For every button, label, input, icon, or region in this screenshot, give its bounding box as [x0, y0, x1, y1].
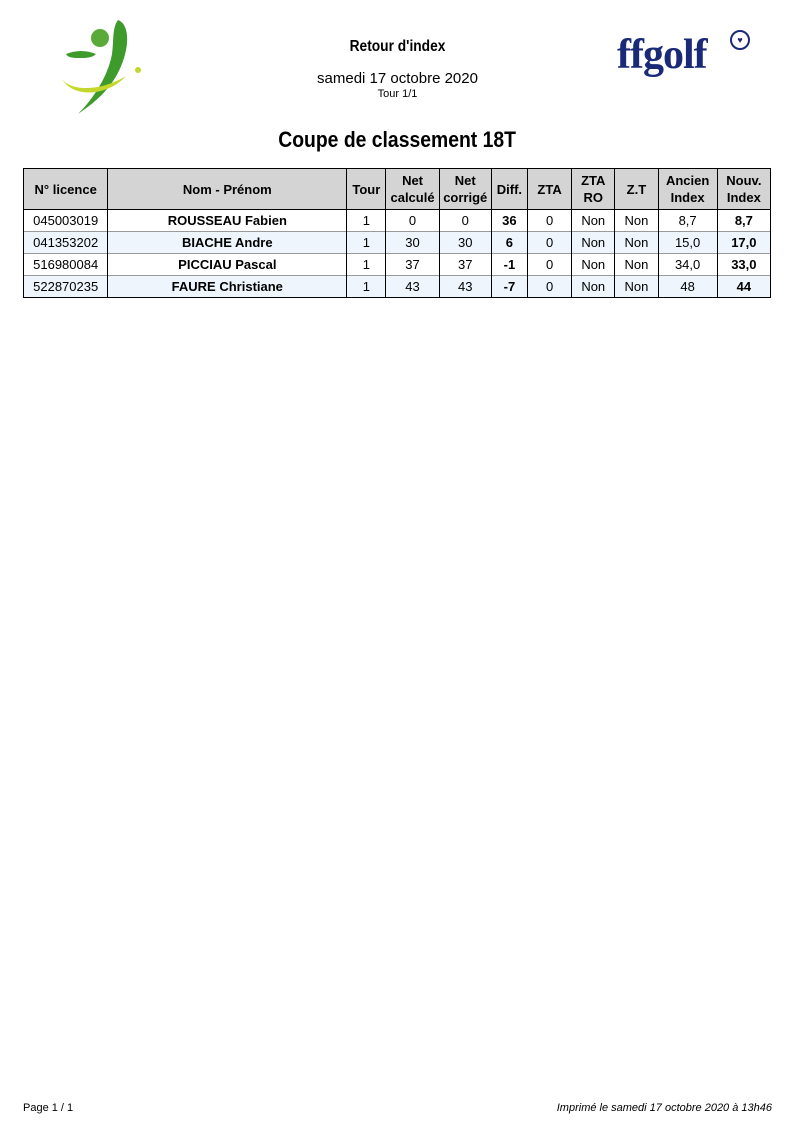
nouv-index-cell: 8,7 [717, 210, 770, 232]
zta-cell: 0 [527, 210, 571, 232]
zta-cell: 0 [527, 232, 571, 254]
zta-ro-cell: Non [572, 210, 615, 232]
table-row [24, 232, 771, 254]
ancien-index-cell: 34,0 [658, 254, 717, 276]
competition-name: Coupe de classement 18T [278, 127, 517, 152]
player-name-cell: ROUSSEAU Fabien [108, 210, 347, 232]
table-row [24, 210, 771, 232]
col-ancien-index: Ancien Index [658, 169, 717, 210]
col-net-corrige: Net corrigé [439, 169, 491, 210]
heart-icon: ♥ [730, 30, 750, 50]
col-diff: Diff. [491, 169, 527, 210]
zta-ro-cell: Non [572, 232, 615, 254]
ancien-index-cell: 15,0 [658, 232, 717, 254]
net-corrige-cell: 37 [439, 254, 491, 276]
ancien-index-cell: 48 [658, 276, 717, 298]
nouv-index-cell: 44 [717, 276, 770, 298]
page-number: Page 1 / 1 [23, 1102, 74, 1114]
diff-cell: -7 [491, 276, 527, 298]
net-calcule-cell: 30 [386, 232, 439, 254]
print-timestamp: Imprimé le samedi 17 octobre 2020 à 13h46 [556, 1102, 772, 1114]
player-name-cell: FAURE Christiane [108, 276, 347, 298]
net-calcule-cell: 37 [386, 254, 439, 276]
player-name-cell: BIACHE Andre [108, 232, 347, 254]
tour-cell: 1 [347, 276, 386, 298]
col-nouv-index: Nouv. Index [717, 169, 770, 210]
competition-title [0, 127, 795, 153]
licence-cell: 522870235 [24, 276, 108, 298]
licence-cell: 516980084 [24, 254, 108, 276]
report-round: Tour 1/1 [377, 88, 418, 100]
golfer-logo-icon [56, 14, 146, 116]
table-row [24, 276, 771, 298]
nouv-index-cell: 33,0 [717, 254, 770, 276]
table-row [24, 254, 771, 276]
report-title: Retour d'index [349, 38, 446, 55]
zt-cell: Non [615, 232, 658, 254]
diff-cell: -1 [491, 254, 527, 276]
licence-cell: 041353202 [24, 232, 108, 254]
col-zta-ro: ZTA RO [572, 169, 615, 210]
col-net-calcule: Net calculé [386, 169, 439, 210]
col-zt: Z.T [615, 169, 658, 210]
zt-cell: Non [615, 210, 658, 232]
net-corrige-cell: 43 [439, 276, 491, 298]
diff-cell: 36 [491, 210, 527, 232]
zta-cell: 0 [527, 276, 571, 298]
net-calcule-cell: 43 [386, 276, 439, 298]
ffgolf-logo [617, 32, 743, 78]
zta-cell: 0 [527, 254, 571, 276]
tour-cell: 1 [347, 210, 386, 232]
col-zta: ZTA [527, 169, 571, 210]
table-header-row [24, 169, 771, 210]
tour-cell: 1 [347, 232, 386, 254]
net-corrige-cell: 0 [439, 210, 491, 232]
results-table [23, 168, 771, 298]
col-tour: Tour [347, 169, 386, 210]
player-name-cell: PICCIAU Pascal [108, 254, 347, 276]
diff-cell: 6 [491, 232, 527, 254]
brand-name: ffgolf [617, 32, 707, 78]
net-corrige-cell: 30 [439, 232, 491, 254]
tour-cell: 1 [347, 254, 386, 276]
col-licence: N° licence [24, 169, 108, 210]
zta-ro-cell: Non [572, 276, 615, 298]
report-date: samedi 17 octobre 2020 [317, 70, 478, 87]
zt-cell: Non [615, 254, 658, 276]
ancien-index-cell: 8,7 [658, 210, 717, 232]
nouv-index-cell: 17,0 [717, 232, 770, 254]
col-name: Nom - Prénom [108, 169, 347, 210]
licence-cell: 045003019 [24, 210, 108, 232]
zta-ro-cell: Non [572, 254, 615, 276]
net-calcule-cell: 0 [386, 210, 439, 232]
zt-cell: Non [615, 276, 658, 298]
